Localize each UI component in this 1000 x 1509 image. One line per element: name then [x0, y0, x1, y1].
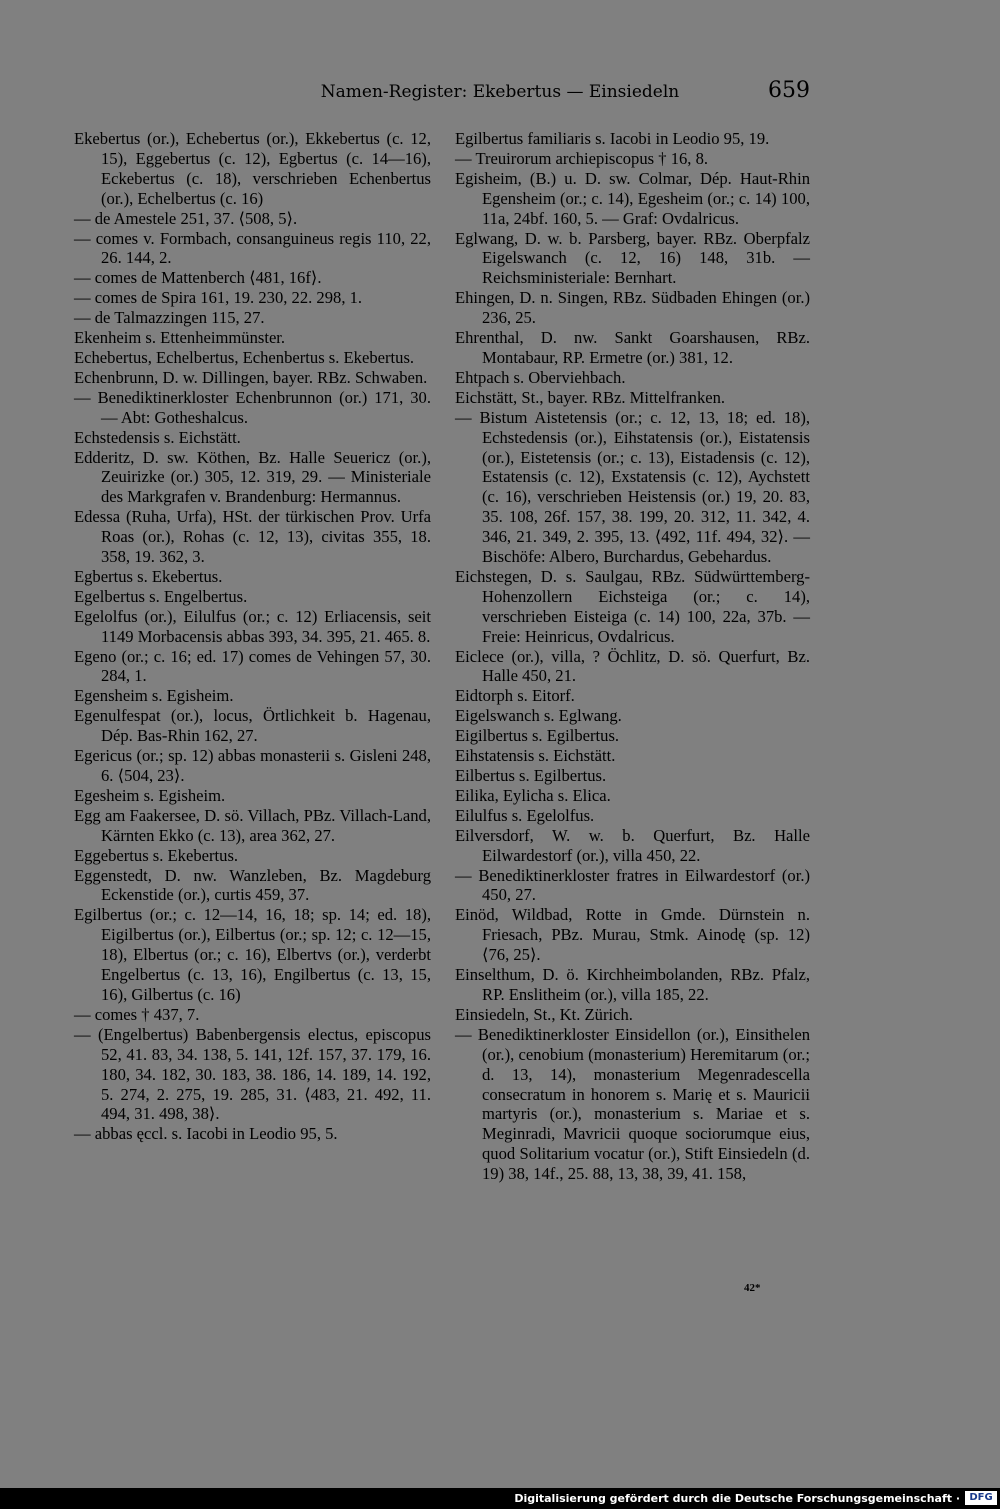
index-entry: Eilulfus s. Egelolfus.: [455, 805, 595, 825]
index-entry: Egenulfespat (or.), locus, Örtlichkeit b. Hagenau, Dép. Bas-Rhin 162, 27.: [74, 706, 431, 746]
index-entry: Eigelswanch s. Eglwang.: [455, 706, 622, 726]
index-entry: Ekenheim s. Ettenheimmünster.: [74, 328, 286, 348]
index-entry: Einöd, Wildbad, Rotte in Gmde. Dürnstein n. Friesach, PBz. Murau, Stmk. Ainodę (sp. 12) ⟨76, 25⟩.: [455, 905, 810, 965]
index-entry: — comes v. Formbach, consanguineus regis 110, 22, 26. 144, 2.: [74, 228, 431, 268]
index-entry: Ehingen, D. n. Singen, RBz. Südbaden Ehingen (or.) 236, 25.: [455, 288, 810, 328]
index-entry: Eilversdorf, W. w. b. Querfurt, Bz. Halle Eilwardestorf (or.), villa 450, 22.: [455, 825, 810, 865]
index-entry: Eichstegen, D. s. Saulgau, RBz. Südwürttemberg-Hohenzollern Eichsteiga (or.; c. 14), verschrieben Eisteiga (c. 14) 100, 22a, 37b. — Freie: Heinricus, Ovdalricus.: [455, 566, 810, 646]
index-entry: — Treuirorum archiepiscopus † 16, 8.: [455, 148, 709, 168]
index-entry: — de Talmazzingen 115, 27.: [74, 308, 265, 328]
index-entry: Echenbrunn, D. w. Dillingen, bayer. RBz. Schwaben.: [74, 367, 428, 387]
index-entry: Ehrenthal, D. nw. Sankt Goarshausen, RBz. Montabaur, RP. Ermetre (or.) 381, 12.: [455, 328, 810, 367]
index-entry: Egericus (or.; sp. 12) abbas monasterii s. Gisleni 248, 6. ⟨504, 23⟩.: [74, 746, 431, 785]
index-entry: Echstedensis s. Eichstätt.: [74, 427, 241, 447]
index-entry: Eiclece (or.), villa, ? Öchlitz, D. sö. Querfurt, Bz. Halle 450, 21.: [455, 646, 810, 686]
dfg-logo-icon: DFG: [965, 1491, 997, 1505]
index-entry: Einsiedeln, St., Kt. Zürich.: [455, 1004, 633, 1024]
index-entry: Egbertus s. Ekebertus.: [74, 566, 223, 586]
index-entry: Egilbertus (or.; c. 12—14, 16, 18; sp. 14; ed. 18), Eigilbertus (or.), Eilbertus (or.; sp. 12; c. 12—15, 18), Elbertus (or.; c. 16), Elbertvs (or.), verderbt Engelbertus (c. 13, 16), Engilbertus (c. 13, 15, 16), Gilbertus (c. 16): [74, 905, 431, 1004]
index-entry: Eihstatensis s. Eichstätt.: [455, 746, 616, 766]
index-entry: — Benediktinerkloster Einsidellon (or.), Einsithelen (or.), cenobium (monasterium) Heremitarum (or.; d. 13, 14), monasterium Megenradescella consecratum in honorem s. Marię et s. Mauricii martyris (or.), monasterium s. Mariae et s. Meginradi, Mavricii quoque sociorumque eius, quod Solitarium vocatur (or.), Stift Einsiedeln (d. 19) 38, 14f., 25. 88, 13, 38, 39, 41. 158,: [455, 1024, 810, 1184]
index-entry: Egisheim, (B.) u. D. sw. Colmar, Dép. Haut-Rhin Egensheim (or.; c. 14), Egesheim (or.; c. 14) 100, 11a, 24bf. 160, 5. — Graf: Ovdalricus.: [455, 168, 810, 228]
signature-mark: 42*: [744, 1282, 761, 1294]
index-entry: Egilbertus familiaris s. Iacobi in Leodio 95, 19.: [455, 129, 770, 148]
index-entry: Egelolfus (or.), Eilulfus (or.; c. 12) Erliacensis, seit 1149 Morbacensis abbas 393, 34. 395, 21. 465. 8.: [74, 606, 431, 646]
index-entry: Egelbertus s. Engelbertus.: [74, 586, 248, 606]
index-entry: — de Amestele 251, 37. ⟨508, 5⟩.: [74, 208, 298, 228]
index-entry: — comes † 437, 7.: [74, 1004, 200, 1024]
index-entry: Edessa (Ruha, Urfa), HSt. der türkischen Prov. Urfa Roas (or.), Rohas (c. 12, 13), civitas 355, 18. 358, 19. 362, 3.: [74, 507, 431, 567]
index-entry: Egeno (or.; c. 16; ed. 17) comes de Vehingen 57, 30. 284, 1.: [74, 646, 431, 686]
page-number: 659: [768, 78, 810, 103]
index-entry: Eilika, Eylicha s. Elica.: [455, 785, 611, 805]
index-entry: Edderitz, D. sw. Köthen, Bz. Halle Seuericz (or.), Zeuirizke (or.) 305, 12. 319, 29. — Ministeriale des Markgrafen v. Brandenburg: Hermannus.: [74, 447, 431, 507]
index-entry: — abbas ęccl. s. Iacobi in Leodio 95, 5.: [74, 1124, 338, 1144]
index-entry: Eglwang, D. w. b. Parsberg, bayer. RBz. Oberpfalz Eigelswanch (c. 12, 16) 148, 31b. — Reichsministeriale: Bernhart.: [455, 228, 810, 288]
index-entry: Eigilbertus s. Egilbertus.: [455, 726, 620, 746]
footer-credit: Digitalisierung gefördert durch die Deutsche Forschungsgemeinschaft ·: [514, 1492, 960, 1505]
index-entry: — Benediktinerkloster Echenbrunnon (or.) 171, 30. — Abt: Gotheshalcus.: [74, 387, 431, 427]
index-entry: Eggenstedt, D. nw. Wanzleben, Bz. Magdeburg Eckenstide (or.), curtis 459, 37.: [74, 865, 431, 905]
index-entry: Echebertus, Echelbertus, Echenbertus s. Ekebertus.: [74, 347, 415, 367]
index-entry: Egensheim s. Egisheim.: [74, 686, 234, 706]
left-column: [74, 129, 431, 1144]
index-entry: Eidtorph s. Eitorf.: [455, 686, 575, 706]
right-column: [455, 129, 810, 1184]
index-entry: — comes de Mattenberch ⟨481, 16f⟩.: [74, 268, 322, 288]
index-entry: Ekebertus (or.), Echebertus (or.), Ekkebertus (c. 12, 15), Eggebertus (c. 12), Egbertus (c. 14—16), Eckebertus (c. 18), verschrieben Echenbertus (or.), Echelbertus (c. 16): [74, 129, 431, 208]
running-header: Namen-Register: Ekebertus — Einsiedeln: [320, 82, 680, 102]
index-entry: Eichstätt, St., bayer. RBz. Mittelfranken.: [455, 387, 726, 407]
index-entry: — Benediktinerkloster fratres in Eilwardestorf (or.) 450, 27.: [455, 865, 810, 905]
index-entry: Eilbertus s. Egilbertus.: [455, 766, 607, 785]
index-entry: Egg am Faakersee, D. sö. Villach, PBz. Villach-Land, Kärnten Ekko (c. 13), area 362, 27.: [74, 805, 431, 845]
index-entry: Ehtpach s. Oberviehbach.: [455, 367, 626, 387]
index-entry: Einselthum, D. ö. Kirchheimbolanden, RBz. Pfalz, RP. Enslitheim (or.), villa 185, 22.: [455, 965, 810, 1004]
footer-bar: [0, 1488, 1000, 1509]
index-entry: Egesheim s. Egisheim.: [74, 785, 226, 805]
index-entry: — comes de Spira 161, 19. 230, 22. 298, 1.: [74, 288, 363, 308]
index-entry: — (Engelbertus) Babenbergensis electus, episcopus 52, 41. 83, 34. 138, 5. 141, 12f. 157, 37. 179, 16. 180, 34. 182, 30. 183, 38. 186, 14. 189, 14. 192, 5. 274, 2. 275, 19. 285, 31. ⟨483, 21. 492, 11. 494, 31. 498, 38⟩.: [74, 1024, 431, 1124]
index-entry: — Bistum Aistetensis (or.; c. 12, 13, 18; ed. 18), Echstedensis (or.), Eihstatensis (or.), Eistatensis (or.), Eistetensis (or.; c. 13), Eistadensis (c. 12), Estatensis (c. 12), Exstatensis (c. 12), Aychstett (c. 16), verschrieben Heistensis (or.) 19, 20. 83, 35. 108, 26f. 157, 38. 199, 20. 312, 11. 342, 4. 346, 21. 349, 2. 395, 13. ⟨492, 11f. 494, 32⟩. — Bischöfe: Albero, Burchardus, Gebehardus.: [455, 407, 810, 567]
index-entry: Eggebertus s. Ekebertus.: [74, 845, 239, 865]
